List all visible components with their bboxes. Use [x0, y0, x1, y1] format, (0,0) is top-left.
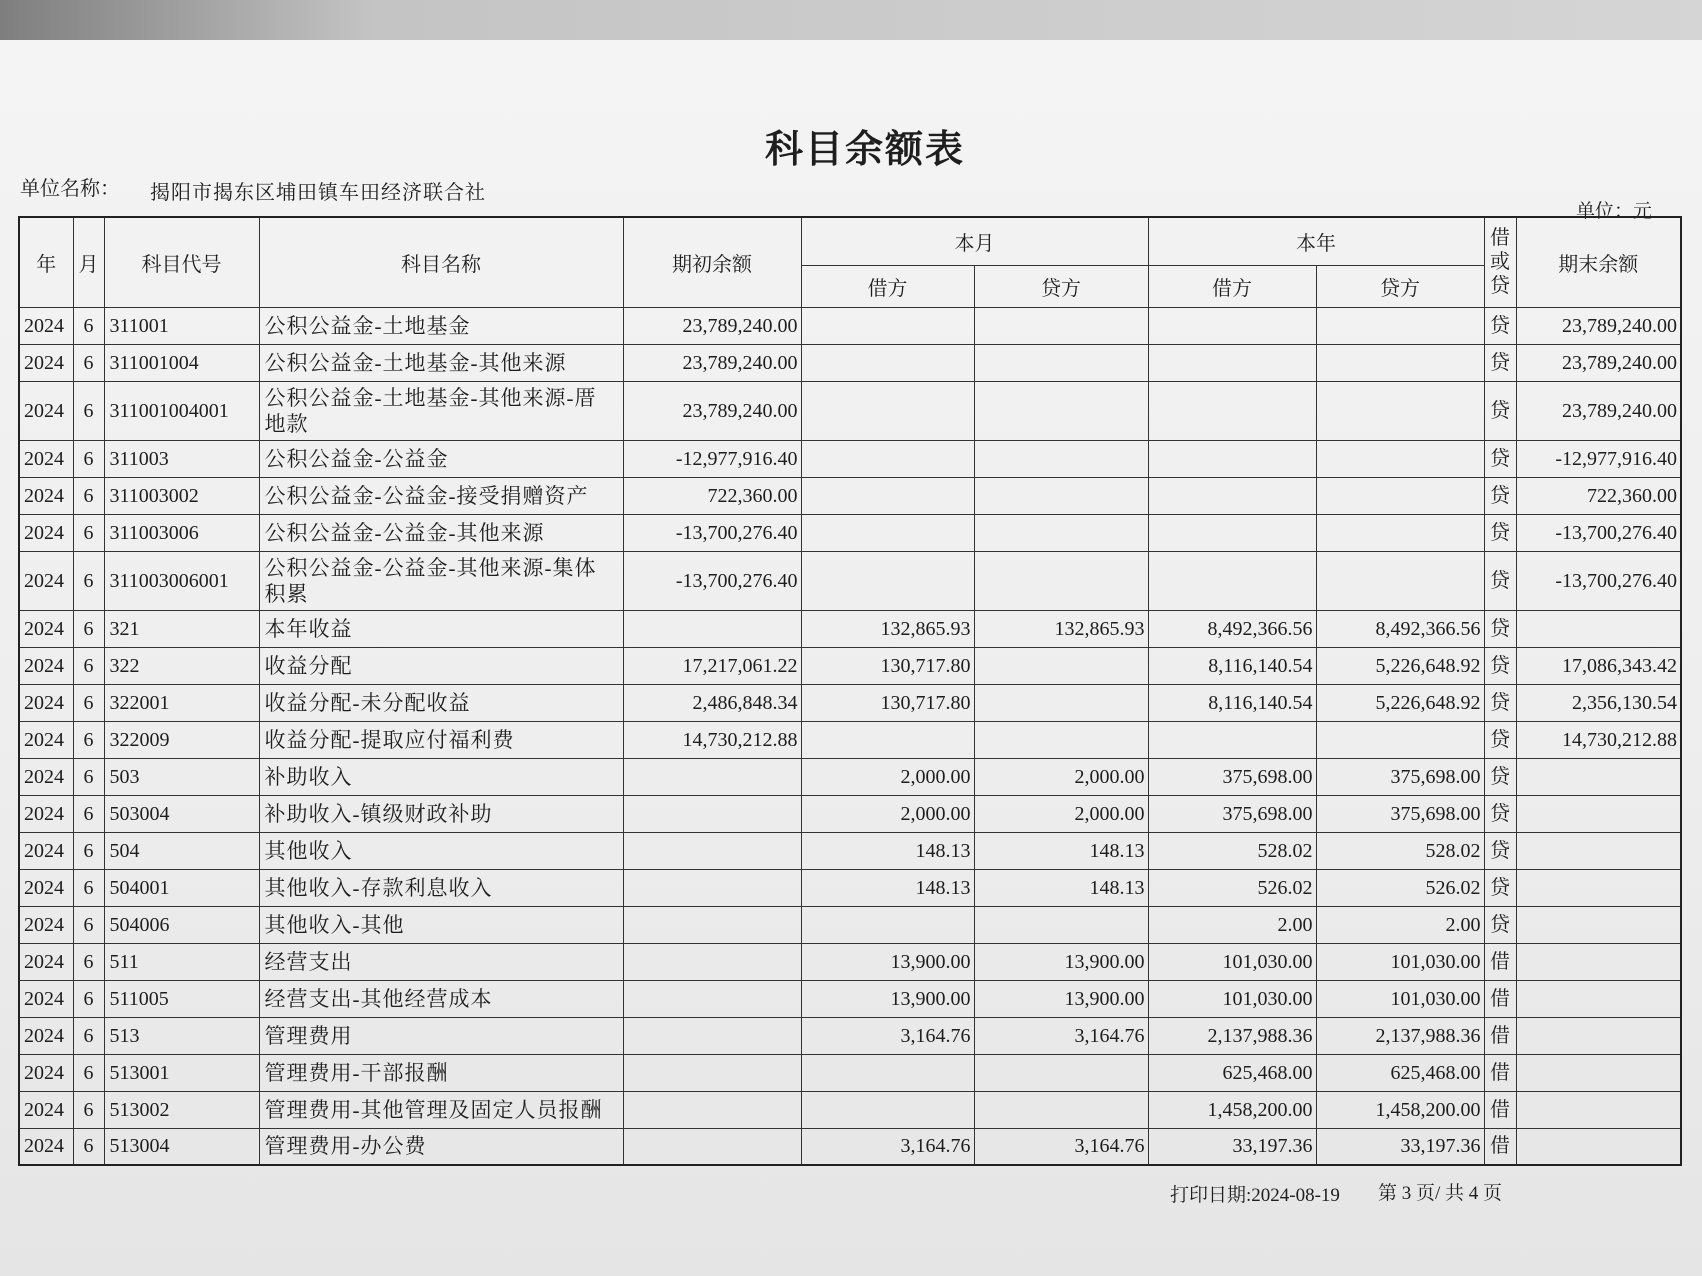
year-debit-cell	[1148, 344, 1316, 381]
year-cell: 2024	[19, 869, 73, 906]
month-cell: 6	[73, 795, 104, 832]
opening-cell: 17,217,061.22	[623, 647, 801, 684]
year-cell: 2024	[19, 647, 73, 684]
opening-cell	[623, 980, 801, 1017]
year-credit-cell: 375,698.00	[1316, 795, 1484, 832]
name-cell: 收益分配	[259, 647, 623, 684]
closing-cell	[1516, 610, 1681, 647]
month-cell: 6	[73, 647, 104, 684]
month-credit-cell	[974, 906, 1148, 943]
opening-cell	[623, 906, 801, 943]
year-cell: 2024	[19, 1128, 73, 1165]
year-credit-cell	[1316, 477, 1484, 514]
direction-cell: 贷	[1484, 758, 1516, 795]
month-credit-cell: 13,900.00	[974, 980, 1148, 1017]
month-debit-cell: 132,865.93	[801, 610, 974, 647]
year-debit-cell	[1148, 307, 1316, 344]
table-row	[19, 943, 1681, 980]
table-row	[19, 980, 1681, 1017]
direction-cell: 借	[1484, 943, 1516, 980]
year-credit-cell	[1316, 721, 1484, 758]
year-cell: 2024	[19, 514, 73, 551]
closing-cell: 14,730,212.88	[1516, 721, 1681, 758]
month-debit-cell	[801, 477, 974, 514]
year-debit-cell: 625,468.00	[1148, 1054, 1316, 1091]
month-credit-cell	[974, 647, 1148, 684]
direction-cell: 贷	[1484, 440, 1516, 477]
header-direction: 借或贷	[1484, 217, 1516, 307]
month-cell: 6	[73, 514, 104, 551]
opening-cell: -13,700,276.40	[623, 514, 801, 551]
direction-cell: 贷	[1484, 381, 1516, 440]
month-cell: 6	[73, 758, 104, 795]
month-cell: 6	[73, 477, 104, 514]
year-debit-cell: 2,137,988.36	[1148, 1017, 1316, 1054]
closing-cell	[1516, 1128, 1681, 1165]
account-balance-table	[18, 216, 1682, 1166]
direction-cell: 借	[1484, 1054, 1516, 1091]
month-debit-cell	[801, 381, 974, 440]
table-row	[19, 1017, 1681, 1054]
year-cell: 2024	[19, 795, 73, 832]
header-this-year: 本年	[1148, 217, 1484, 265]
month-cell: 6	[73, 869, 104, 906]
year-cell: 2024	[19, 307, 73, 344]
month-credit-cell	[974, 344, 1148, 381]
direction-cell: 贷	[1484, 344, 1516, 381]
month-credit-cell	[974, 440, 1148, 477]
year-credit-cell: 1,458,200.00	[1316, 1091, 1484, 1128]
opening-cell: 23,789,240.00	[623, 344, 801, 381]
month-credit-cell	[974, 1054, 1148, 1091]
header-year-debit: 借方	[1148, 265, 1316, 307]
code-cell: 513	[104, 1017, 259, 1054]
month-cell: 6	[73, 1054, 104, 1091]
year-cell: 2024	[19, 610, 73, 647]
name-cell: 补助收入-镇级财政补助	[259, 795, 623, 832]
month-cell: 6	[73, 344, 104, 381]
year-cell: 2024	[19, 832, 73, 869]
code-cell: 311003006001	[104, 551, 259, 610]
table-row	[19, 832, 1681, 869]
year-debit-cell	[1148, 551, 1316, 610]
name-cell: 本年收益	[259, 610, 623, 647]
year-credit-cell: 2,137,988.36	[1316, 1017, 1484, 1054]
code-cell: 322001	[104, 684, 259, 721]
month-credit-cell: 148.13	[974, 869, 1148, 906]
year-debit-cell: 101,030.00	[1148, 943, 1316, 980]
code-cell: 311001004	[104, 344, 259, 381]
name-cell: 公积公益金-公益金-其他来源	[259, 514, 623, 551]
header-month-credit: 贷方	[974, 265, 1148, 307]
year-credit-cell: 101,030.00	[1316, 943, 1484, 980]
name-cell: 公积公益金-土地基金-其他来源-厝地款	[259, 381, 623, 440]
name-cell: 补助收入	[259, 758, 623, 795]
closing-cell: 23,789,240.00	[1516, 381, 1681, 440]
code-cell: 503004	[104, 795, 259, 832]
table-row	[19, 721, 1681, 758]
table-row	[19, 514, 1681, 551]
month-credit-cell: 2,000.00	[974, 795, 1148, 832]
table-row	[19, 684, 1681, 721]
direction-cell: 贷	[1484, 610, 1516, 647]
page-title: 科目余额表	[764, 129, 965, 171]
closing-cell: -12,977,916.40	[1516, 440, 1681, 477]
direction-cell: 贷	[1484, 906, 1516, 943]
year-cell: 2024	[19, 943, 73, 980]
code-cell: 311003006	[104, 514, 259, 551]
code-cell: 511005	[104, 980, 259, 1017]
year-debit-cell: 528.02	[1148, 832, 1316, 869]
direction-cell: 贷	[1484, 684, 1516, 721]
month-debit-cell	[801, 1091, 974, 1128]
month-cell: 6	[73, 551, 104, 610]
table-body	[19, 307, 1681, 1165]
year-credit-cell: 528.02	[1316, 832, 1484, 869]
month-debit-cell: 148.13	[801, 869, 974, 906]
month-cell: 6	[73, 832, 104, 869]
month-cell: 6	[73, 381, 104, 440]
print-date: 打印日期:2024-08-19	[1170, 1185, 1340, 1206]
month-debit-cell: 2,000.00	[801, 758, 974, 795]
name-cell: 管理费用-其他管理及固定人员报酬	[259, 1091, 623, 1128]
table-row	[19, 906, 1681, 943]
table-row	[19, 869, 1681, 906]
month-debit-cell: 2,000.00	[801, 795, 974, 832]
year-debit-cell: 526.02	[1148, 869, 1316, 906]
year-debit-cell	[1148, 514, 1316, 551]
month-cell: 6	[73, 440, 104, 477]
month-cell: 6	[73, 1091, 104, 1128]
year-cell: 2024	[19, 906, 73, 943]
month-debit-cell	[801, 1054, 974, 1091]
year-cell: 2024	[19, 440, 73, 477]
header-opening-balance: 期初余额	[623, 217, 801, 307]
closing-cell	[1516, 906, 1681, 943]
direction-cell: 贷	[1484, 514, 1516, 551]
month-credit-cell	[974, 381, 1148, 440]
year-cell: 2024	[19, 551, 73, 610]
opening-cell: -12,977,916.40	[623, 440, 801, 477]
month-credit-cell	[974, 1091, 1148, 1128]
year-debit-cell: 375,698.00	[1148, 758, 1316, 795]
code-cell: 311003002	[104, 477, 259, 514]
closing-cell	[1516, 832, 1681, 869]
month-cell: 6	[73, 943, 104, 980]
closing-cell	[1516, 943, 1681, 980]
table-header	[19, 217, 1681, 307]
opening-cell	[623, 1091, 801, 1128]
unit-name: 揭阳市揭东区埔田镇车田经济联合社	[150, 182, 486, 204]
month-cell: 6	[73, 1128, 104, 1165]
direction-cell: 借	[1484, 980, 1516, 1017]
month-debit-cell	[801, 344, 974, 381]
month-cell: 6	[73, 610, 104, 647]
header-name: 科目名称	[259, 217, 623, 307]
month-credit-cell	[974, 514, 1148, 551]
name-cell: 其他收入-其他	[259, 906, 623, 943]
month-credit-cell: 2,000.00	[974, 758, 1148, 795]
month-debit-cell	[801, 721, 974, 758]
year-cell: 2024	[19, 1091, 73, 1128]
year-credit-cell	[1316, 551, 1484, 610]
month-debit-cell	[801, 551, 974, 610]
year-cell: 2024	[19, 758, 73, 795]
currency-unit: 单位：元	[1576, 201, 1653, 222]
opening-cell	[623, 610, 801, 647]
month-credit-cell	[974, 551, 1148, 610]
month-credit-cell	[974, 721, 1148, 758]
month-credit-cell: 3,164.76	[974, 1017, 1148, 1054]
table-row	[19, 758, 1681, 795]
name-cell: 收益分配-未分配收益	[259, 684, 623, 721]
year-cell: 2024	[19, 980, 73, 1017]
opening-cell	[623, 943, 801, 980]
month-debit-cell	[801, 440, 974, 477]
closing-cell	[1516, 758, 1681, 795]
direction-cell: 贷	[1484, 721, 1516, 758]
closing-cell	[1516, 980, 1681, 1017]
table-row	[19, 381, 1681, 440]
header-year: 年	[19, 217, 73, 307]
table-row	[19, 1128, 1681, 1165]
opening-cell: 23,789,240.00	[623, 381, 801, 440]
table-row	[19, 307, 1681, 344]
year-cell: 2024	[19, 1054, 73, 1091]
direction-cell: 贷	[1484, 647, 1516, 684]
year-credit-cell: 101,030.00	[1316, 980, 1484, 1017]
year-debit-cell: 8,116,140.54	[1148, 684, 1316, 721]
year-debit-cell	[1148, 721, 1316, 758]
table-row	[19, 795, 1681, 832]
name-cell: 收益分配-提取应付福利费	[259, 721, 623, 758]
closing-cell	[1516, 795, 1681, 832]
closing-cell: 2,356,130.54	[1516, 684, 1681, 721]
month-debit-cell: 3,164.76	[801, 1128, 974, 1165]
opening-cell: 722,360.00	[623, 477, 801, 514]
table-row	[19, 477, 1681, 514]
name-cell: 经营支出-其他经营成本	[259, 980, 623, 1017]
code-cell: 504001	[104, 869, 259, 906]
year-debit-cell: 375,698.00	[1148, 795, 1316, 832]
month-credit-cell: 132,865.93	[974, 610, 1148, 647]
month-debit-cell: 13,900.00	[801, 943, 974, 980]
code-cell: 322009	[104, 721, 259, 758]
closing-cell	[1516, 1054, 1681, 1091]
code-cell: 513002	[104, 1091, 259, 1128]
direction-cell: 借	[1484, 1091, 1516, 1128]
year-cell: 2024	[19, 477, 73, 514]
table-row	[19, 551, 1681, 610]
opening-cell	[623, 795, 801, 832]
name-cell: 公积公益金-公益金-其他来源-集体积累	[259, 551, 623, 610]
page-info: 第 3 页/ 共 4 页	[1378, 1183, 1503, 1204]
direction-cell: 贷	[1484, 307, 1516, 344]
header-month: 月	[73, 217, 104, 307]
direction-cell: 贷	[1484, 551, 1516, 610]
month-debit-cell: 130,717.80	[801, 647, 974, 684]
year-debit-cell: 101,030.00	[1148, 980, 1316, 1017]
table-row	[19, 440, 1681, 477]
year-cell: 2024	[19, 344, 73, 381]
year-debit-cell: 8,116,140.54	[1148, 647, 1316, 684]
code-cell: 311001	[104, 307, 259, 344]
closing-cell: -13,700,276.40	[1516, 551, 1681, 610]
year-credit-cell: 526.02	[1316, 869, 1484, 906]
direction-cell: 贷	[1484, 795, 1516, 832]
name-cell: 公积公益金-土地基金-其他来源	[259, 344, 623, 381]
opening-cell	[623, 832, 801, 869]
table-row	[19, 1091, 1681, 1128]
year-debit-cell: 1,458,200.00	[1148, 1091, 1316, 1128]
year-credit-cell	[1316, 514, 1484, 551]
name-cell: 经营支出	[259, 943, 623, 980]
closing-cell	[1516, 1017, 1681, 1054]
closing-cell: 17,086,343.42	[1516, 647, 1681, 684]
closing-cell: 23,789,240.00	[1516, 344, 1681, 381]
month-credit-cell: 148.13	[974, 832, 1148, 869]
year-credit-cell: 375,698.00	[1316, 758, 1484, 795]
year-debit-cell: 8,492,366.56	[1148, 610, 1316, 647]
year-credit-cell: 8,492,366.56	[1316, 610, 1484, 647]
month-debit-cell	[801, 906, 974, 943]
year-cell: 2024	[19, 381, 73, 440]
code-cell: 513001	[104, 1054, 259, 1091]
year-debit-cell: 2.00	[1148, 906, 1316, 943]
month-credit-cell	[974, 684, 1148, 721]
opening-cell	[623, 1128, 801, 1165]
name-cell: 其他收入	[259, 832, 623, 869]
month-debit-cell	[801, 307, 974, 344]
opening-cell	[623, 1017, 801, 1054]
month-debit-cell: 148.13	[801, 832, 974, 869]
table-row	[19, 1054, 1681, 1091]
direction-cell: 贷	[1484, 477, 1516, 514]
direction-cell: 借	[1484, 1128, 1516, 1165]
month-cell: 6	[73, 684, 104, 721]
unit-name-label: 单位名称：	[20, 178, 120, 200]
name-cell: 其他收入-存款利息收入	[259, 869, 623, 906]
header-closing-balance: 期末余额	[1516, 217, 1681, 307]
code-cell: 511	[104, 943, 259, 980]
code-cell: 322	[104, 647, 259, 684]
code-cell: 311001004001	[104, 381, 259, 440]
direction-cell: 贷	[1484, 869, 1516, 906]
year-debit-cell: 33,197.36	[1148, 1128, 1316, 1165]
year-cell: 2024	[19, 1017, 73, 1054]
code-cell: 513004	[104, 1128, 259, 1165]
header-this-month: 本月	[801, 217, 1148, 265]
header-code: 科目代号	[104, 217, 259, 307]
year-cell: 2024	[19, 684, 73, 721]
table-row	[19, 647, 1681, 684]
name-cell: 管理费用-办公费	[259, 1128, 623, 1165]
name-cell: 公积公益金-公益金	[259, 440, 623, 477]
year-credit-cell: 2.00	[1316, 906, 1484, 943]
opening-cell	[623, 758, 801, 795]
year-credit-cell: 625,468.00	[1316, 1054, 1484, 1091]
year-debit-cell	[1148, 440, 1316, 477]
closing-cell: 722,360.00	[1516, 477, 1681, 514]
year-credit-cell	[1316, 440, 1484, 477]
code-cell: 311003	[104, 440, 259, 477]
year-debit-cell	[1148, 477, 1316, 514]
month-cell: 6	[73, 307, 104, 344]
direction-cell: 贷	[1484, 832, 1516, 869]
closing-cell	[1516, 1091, 1681, 1128]
name-cell: 公积公益金-土地基金	[259, 307, 623, 344]
month-debit-cell: 3,164.76	[801, 1017, 974, 1054]
year-credit-cell: 5,226,648.92	[1316, 684, 1484, 721]
year-credit-cell: 33,197.36	[1316, 1128, 1484, 1165]
month-cell: 6	[73, 1017, 104, 1054]
closing-cell: 23,789,240.00	[1516, 307, 1681, 344]
year-credit-cell	[1316, 381, 1484, 440]
code-cell: 503	[104, 758, 259, 795]
opening-cell: 2,486,848.34	[623, 684, 801, 721]
opening-cell: -13,700,276.40	[623, 551, 801, 610]
month-cell: 6	[73, 721, 104, 758]
year-cell: 2024	[19, 721, 73, 758]
header-month-debit: 借方	[801, 265, 974, 307]
code-cell: 504	[104, 832, 259, 869]
name-cell: 管理费用	[259, 1017, 623, 1054]
direction-cell: 借	[1484, 1017, 1516, 1054]
closing-cell: -13,700,276.40	[1516, 514, 1681, 551]
month-credit-cell	[974, 477, 1148, 514]
opening-cell	[623, 1054, 801, 1091]
year-debit-cell	[1148, 381, 1316, 440]
code-cell: 321	[104, 610, 259, 647]
month-cell: 6	[73, 980, 104, 1017]
opening-cell: 14,730,212.88	[623, 721, 801, 758]
table-row	[19, 610, 1681, 647]
month-debit-cell: 13,900.00	[801, 980, 974, 1017]
header-year-credit: 贷方	[1316, 265, 1484, 307]
closing-cell	[1516, 869, 1681, 906]
name-cell: 管理费用-干部报酬	[259, 1054, 623, 1091]
month-cell: 6	[73, 906, 104, 943]
name-cell: 公积公益金-公益金-接受捐赠资产	[259, 477, 623, 514]
month-credit-cell: 3,164.76	[974, 1128, 1148, 1165]
year-credit-cell	[1316, 307, 1484, 344]
month-credit-cell: 13,900.00	[974, 943, 1148, 980]
code-cell: 504006	[104, 906, 259, 943]
month-credit-cell	[974, 307, 1148, 344]
month-debit-cell: 130,717.80	[801, 684, 974, 721]
year-credit-cell: 5,226,648.92	[1316, 647, 1484, 684]
opening-cell	[623, 869, 801, 906]
opening-cell: 23,789,240.00	[623, 307, 801, 344]
month-debit-cell	[801, 514, 974, 551]
year-credit-cell	[1316, 344, 1484, 381]
table-row	[19, 344, 1681, 381]
